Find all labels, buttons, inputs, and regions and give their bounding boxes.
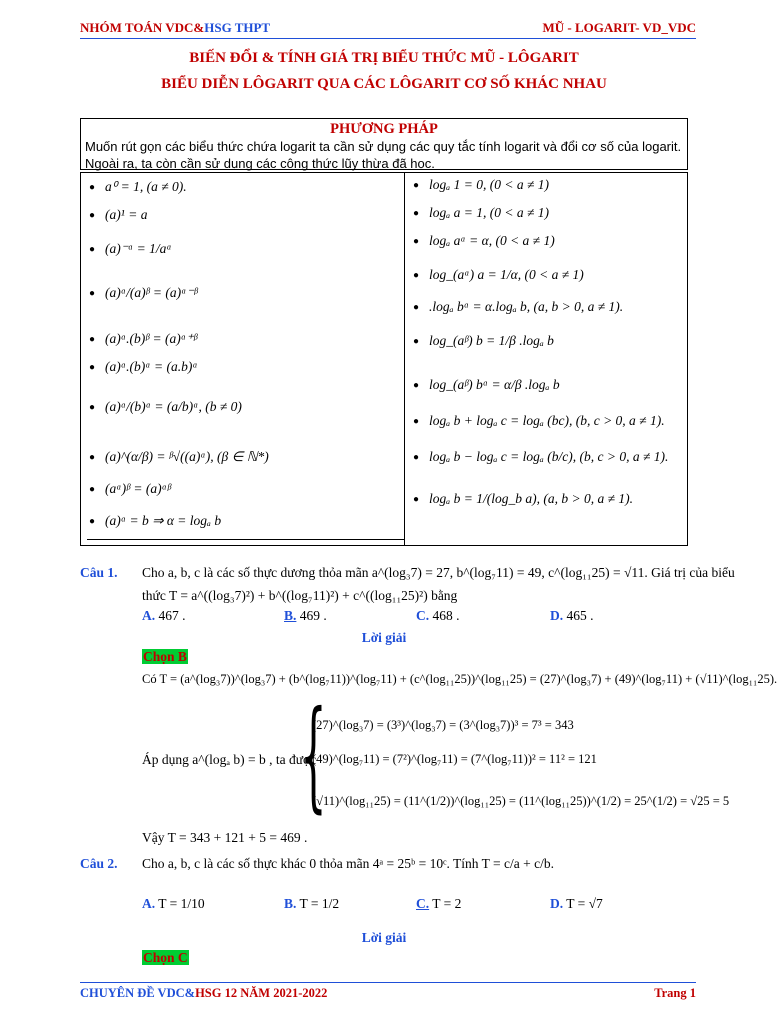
formula-table — [80, 172, 688, 546]
q1-choice-a: A. 467 . — [142, 608, 186, 623]
q2-choice-b: B. T = 1/2 — [284, 896, 340, 911]
title-line-2: BIỂU DIỄN LÔGARIT QUA CÁC LÔGARIT CƠ SỐ KHÁC NHAU — [161, 76, 607, 92]
formula-left-underline — [87, 539, 405, 540]
footer-left — [80, 986, 327, 1001]
header-group-suffix: HSG THPT — [204, 20, 271, 35]
method-box — [80, 118, 688, 170]
formula-left-2: ● (a)¹ = a — [89, 207, 148, 222]
header-divider — [80, 38, 696, 39]
q1-system-line-1: (27)^(log₃7) = (3³)^(log₃7) = (3^(log₃7))³ = 7³ = 343 — [312, 718, 574, 732]
q1-solution-line: Có T = (a^(log₃7))^(log₃7) + (b^(log₇11))^(log₇11) + (c^(log₁₁25))^(log₁₁25) = (27)^(log₃7) + (49)^(log₇11) + (√11)^(log₁₁25). — [142, 672, 777, 686]
formula-right-6: ● log_(aᵝ) b = 1/β .logₐ b — [413, 333, 554, 348]
footer-grade-year: HSG 12 NĂM 2021-2022 — [195, 986, 328, 1000]
formula-left-3: ● (a)⁻ᵅ = 1/aᵅ — [89, 241, 172, 256]
formula-left-8: ● (a)^(α/β) = ᵝ√((a)ᵅ), (β ∈ ℕ*) — [89, 449, 269, 464]
q1-brace: { — [300, 686, 327, 825]
footer-divider — [80, 982, 696, 983]
formula-right-5: ● .logₐ bᵅ = α.logₐ b, (a, b > 0, a ≠ 1). — [413, 299, 624, 314]
q1-apply-text: Áp dụng a^(logₐ b) = b , ta được — [142, 752, 317, 767]
q1-solution-title: Lời giải — [361, 630, 407, 645]
method-heading: PHƯƠNG PHÁP — [330, 121, 438, 137]
formula-right-4: ● log_(aᵅ) a = 1/α, (0 < a ≠ 1) — [413, 267, 584, 282]
formula-left-5: ● (a)ᵅ.(b)ᵝ = (a)ᵅ⁺ᵝ — [89, 331, 198, 346]
title-line-1: BIẾN ĐỔI & TÍNH GIÁ TRỊ BIỂU THỨC MŨ - LÔGARIT — [189, 50, 579, 66]
formula-right-9: ● logₐ b − logₐ c = logₐ (b/c), (b, c > 0, a ≠ 1). — [413, 449, 669, 464]
q1-conclusion: Vậy T = 343 + 121 + 5 = 469 . — [142, 830, 308, 845]
formula-right-3: ● logₐ aᵅ = α, (0 < a ≠ 1) — [413, 233, 555, 248]
method-text: Muốn rút gọn các biểu thức chứa logarit ta cần sử dụng các quy tắc tính logarit và đổi cơ số của logarit. Ngoài ra, ta còn cần sử dụng các công thức lũy thừa đã học. — [85, 139, 682, 171]
q1-label: Câu 1. — [80, 565, 118, 580]
q1-system-line-2: (49)^(log₇11) = (7²)^(log₇11) = (7^(log₇11))² = 11² = 121 — [312, 752, 597, 766]
q2-solution-title: Lời giải — [361, 930, 407, 945]
formula-right-7: ● log_(aᵝ) bᵅ = α/β .logₐ b — [413, 377, 560, 392]
q1-choice-d: D. 465 . — [550, 608, 594, 623]
q2-label: Câu 2. — [80, 856, 118, 871]
q1-stem: Cho a, b, c là các số thực dương thỏa mãn a^(log₃7) = 27, b^(log₇11) = 49, c^(log₁₁25) = √11. Giá trị của biểu — [142, 565, 735, 580]
formula-right-8: ● logₐ b + logₐ c = logₐ (bc), (b, c > 0, a ≠ 1). — [413, 413, 665, 428]
q1-choice-b: B. 469 . — [284, 608, 327, 623]
header-left — [80, 20, 270, 36]
header-group-name: NHÓM TOÁN VDC& — [80, 20, 205, 35]
header-right: MŨ - LOGARIT- VD_VDC — [542, 20, 696, 35]
formula-right-1: ● logₐ 1 = 0, (0 < a ≠ 1) — [413, 177, 549, 192]
formula-left-7: ● (a)ᵅ/(b)ᵅ = (a/b)ᵅ, (b ≠ 0) — [89, 399, 242, 414]
formula-left-10: ● (a)ᵅ = b ⇒ α = logₐ b — [89, 513, 222, 528]
q1-chosen: Chọn B — [143, 649, 187, 664]
q1-system-line-3: (√11)^(log₁₁25) = (11^(1/2))^(log₁₁25) = (11^(log₁₁25))^(1/2) = 25^(1/2) = √25 = 5 — [312, 794, 730, 808]
q2-stem: Cho a, b, c là các số thực khác 0 thỏa mãn 4ᵃ = 25ᵇ = 10ᶜ. Tính T = c/a + c/b. — [142, 856, 555, 871]
q2-choice-c: C. T = 2 — [416, 896, 462, 911]
formula-left-1: ● a⁰ = 1, (a ≠ 0). — [89, 179, 187, 194]
page-number: Trang 1 — [654, 986, 696, 1000]
formula-right-2: ● logₐ a = 1, (0 < a ≠ 1) — [413, 205, 549, 220]
formula-left-6: ● (a)ᵅ.(b)ᵅ = (a.b)ᵅ — [89, 359, 198, 374]
q2-chosen: Chọn C — [143, 950, 188, 965]
q1-stem-cont: thức T = a^((log₃7)²) + b^((log₇11)²) + c^((log₁₁25)²) bằng — [142, 588, 458, 603]
formula-left-9: ● (aᵅ)ᵝ = (a)ᵅᵝ — [89, 481, 171, 496]
formula-left-4: ● (a)ᵅ/(a)ᵝ = (a)ᵅ⁻ᵝ — [89, 285, 198, 300]
formula-table-divider — [404, 173, 405, 545]
q2-choice-a: A. T = 1/10 — [142, 896, 205, 911]
footer-topic: CHUYÊN ĐỀ VDC& — [80, 986, 196, 1000]
q2-choice-d: D. T = √7 — [550, 896, 603, 911]
formula-right-10: ● logₐ b = 1/(log_b a), (a, b > 0, a ≠ 1). — [413, 491, 633, 506]
q1-choice-c: C. 468 . — [416, 608, 460, 623]
